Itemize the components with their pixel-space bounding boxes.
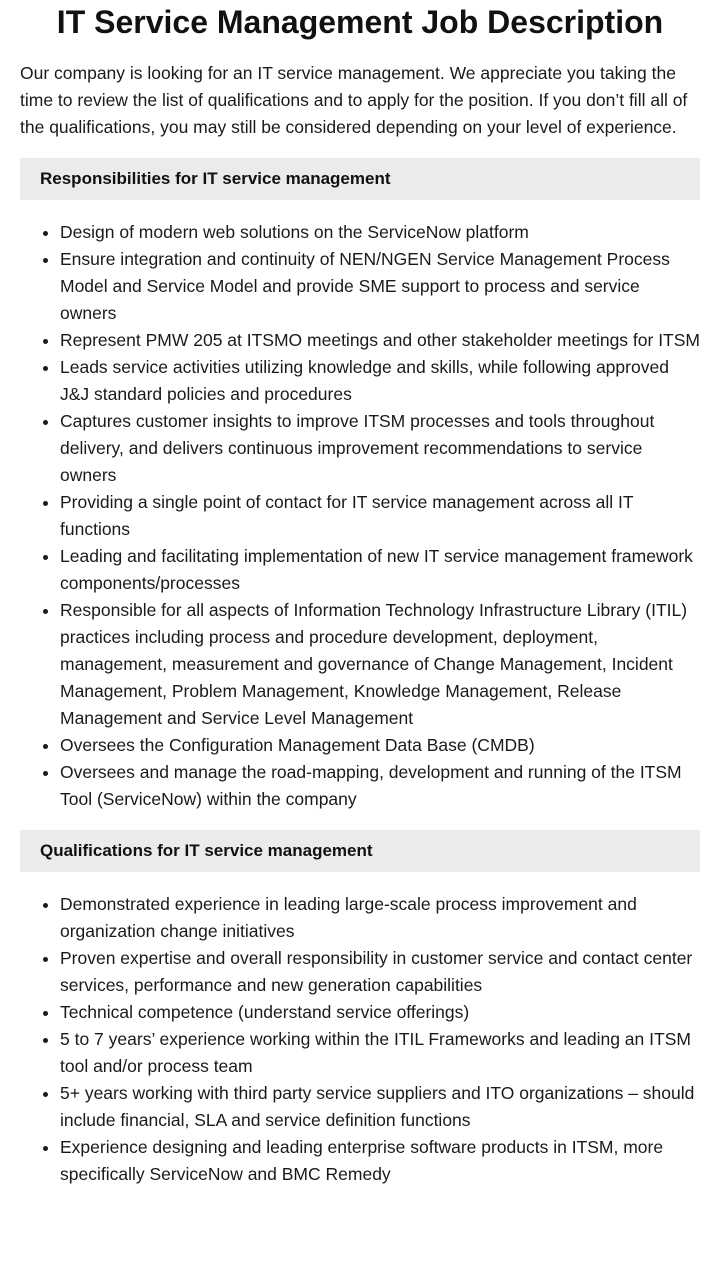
page-title: IT Service Management Job Description: [56, 4, 664, 40]
list-item: • Leading and facilitating implementation of new IT service management framework components/processes: [60, 543, 700, 597]
list-item: • Oversees the Configuration Management Data Base (CMDB): [60, 732, 700, 759]
qualifications-heading: Qualifications for IT service management: [20, 830, 700, 872]
qualifications-list: [20, 891, 700, 1188]
responsibilities-list: [20, 219, 700, 813]
list-item: • Proven expertise and overall responsibility in customer service and contact center services, performance and new generation capabilities: [60, 945, 700, 999]
list-item: • Oversees and manage the road-mapping, development and running of the ITSM Tool (ServiceNow) within the company: [60, 759, 700, 813]
list-item: • Leads service activities utilizing knowledge and skills, while following approved J&J standard policies and procedures: [60, 354, 700, 408]
list-item: • Demonstrated experience in leading large-scale process improvement and organization change initiatives: [60, 891, 700, 945]
list-item: • 5 to 7 years’ experience working within the ITIL Frameworks and leading an ITSM tool and/or process team: [60, 1026, 700, 1080]
list-item: • Responsible for all aspects of Information Technology Infrastructure Library (ITIL) practices including process and procedure development, deployment, management, measurement and governance of Change Management, Incident Management, Problem Management, Knowledge Management, Release Management and Service Level Management: [60, 597, 700, 732]
intro-paragraph: Our company is looking for an IT service management. We appreciate you taking the time to review the list of qualifications and to apply for the position. If you don’t fill all of the qualifications, you may still be considered depending on your level of experience.: [20, 63, 688, 137]
list-item: • Represent PMW 205 at ITSMO meetings and other stakeholder meetings for ITSM: [60, 327, 700, 354]
list-item: • Ensure integration and continuity of NEN/NGEN Service Management Process Model and Service Model and provide SME support to process and service owners: [60, 246, 700, 327]
list-item: • Providing a single point of contact for IT service management across all IT functions: [60, 489, 700, 543]
list-item: • Technical competence (understand service offerings): [60, 999, 700, 1026]
list-item: • 5+ years working with third party service suppliers and ITO organizations – should include financial, SLA and service definition functions: [60, 1080, 700, 1134]
list-item: • Design of modern web solutions on the ServiceNow platform: [60, 219, 700, 246]
responsibilities-heading: Responsibilities for IT service management: [20, 158, 700, 200]
list-item: • Captures customer insights to improve ITSM processes and tools throughout delivery, and delivers continuous improvement recommendations to service owners: [60, 408, 700, 489]
list-item: • Experience designing and leading enterprise software products in ITSM, more specifically ServiceNow and BMC Remedy: [60, 1134, 700, 1188]
